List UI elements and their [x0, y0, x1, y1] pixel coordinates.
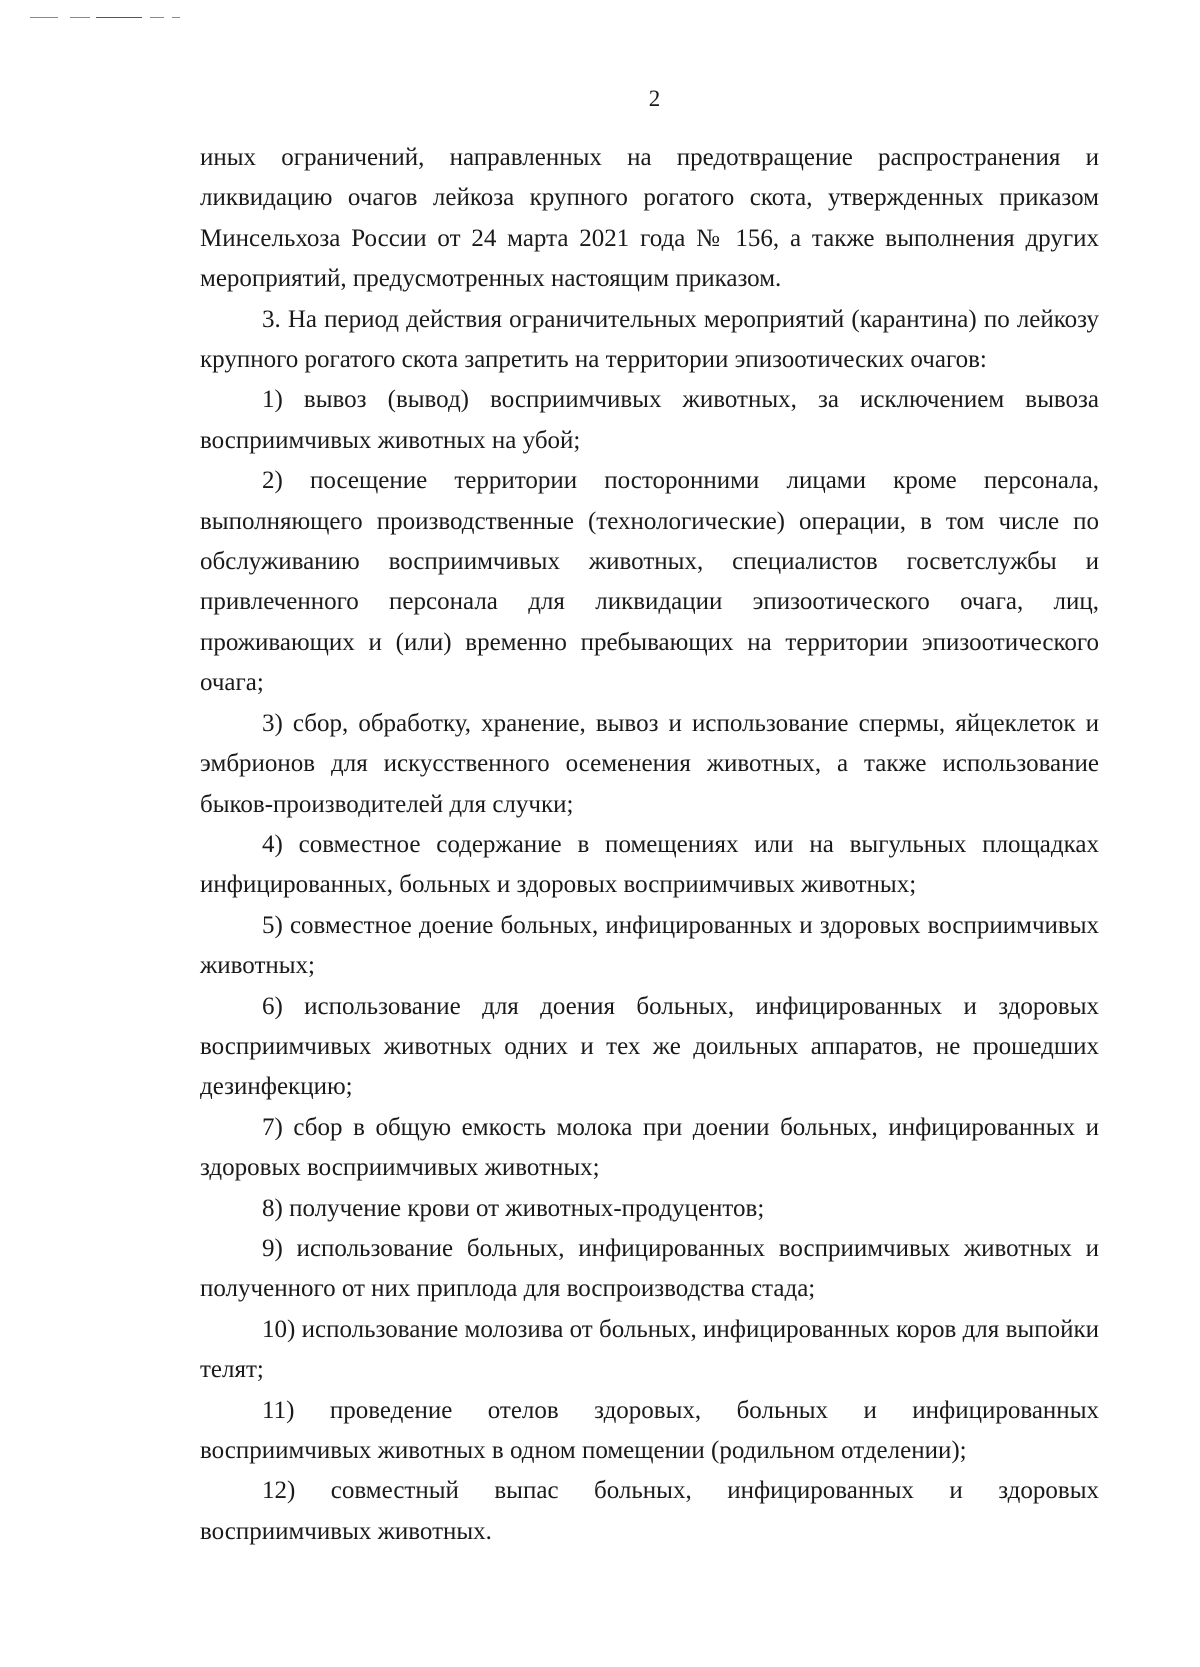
page-number: 2: [648, 86, 661, 111]
list-item-8: 8) получение крови от животных-продуцентов;: [262, 1194, 765, 1222]
paragraph-item-3: 3. На период действия ограничительных мероприятий (карантина) по лейкозу крупного рогатого скота запретить на территории эпизоотических очагов:: [200, 305, 1099, 374]
list-item-4: 4) совместное содержание в помещениях или на выгульных площадках инфицированных, больных и здоровых восприимчивых животных;: [200, 830, 1099, 899]
list-item-3: 3) сбор, обработку, хранение, вывоз и использование спермы, яйцеклеток и эмбрионов для искусственного осеменения животных, а также использование быков-производителей для случки;: [200, 709, 1099, 818]
list-item-9: 9) использование больных, инфицированных восприимчивых животных и полученного от них приплода для воспроизводства стада;: [200, 1234, 1099, 1303]
list-item-6: 6) использование для доения больных, инфицированных и здоровых восприимчивых животных одних и тех же доильных аппаратов, не прошедших дезинфекцию;: [200, 992, 1099, 1101]
list-item-10: 10) использование молозива от больных, инфицированных коров для выпойки телят;: [200, 1315, 1099, 1384]
list-item-11: 11) проведение отелов здоровых, больных и инфицированных восприимчивых животных в одном помещении (родильном отделении);: [200, 1396, 1099, 1464]
document-body: [200, 138, 1099, 1552]
scan-artifact-line: [30, 15, 200, 21]
paragraph-continuation: иных ограничений, направленных на предотвращение распространения и ликвидацию очагов лейкоза крупного рогатого скота, утвержденных приказом Минсельхоза России от 24 марта 2021 года № 156, а также выполнения других мероприятий, предусмотренных настоящим приказом.: [200, 144, 1099, 293]
list-item-5: 5) совместное доение больных, инфицированных и здоровых восприимчивых животных;: [200, 911, 1099, 980]
list-item-12: 12) совместный выпас больных, инфицированных и здоровых восприимчивых животных.: [200, 1477, 1099, 1545]
list-item-1: 1) вывоз (вывод) восприимчивых животных, за исключением вывоза восприимчивых животных на убой;: [200, 386, 1099, 454]
list-item-2: 2) посещение территории посторонними лицами кроме персонала, выполняющего производственные (технологические) операции, в том числе по обслуживанию восприимчивых животных, специалистов госветслужбы и привлеченного персонала для ликвидации эпизоотического очага, лиц, проживающих и (или) временно пребывающих на территории эпизоотического очага;: [200, 467, 1099, 697]
list-item-7: 7) сбор в общую емкость молока при доении больных, инфицированных и здоровых восприимчивых животных;: [200, 1113, 1099, 1182]
